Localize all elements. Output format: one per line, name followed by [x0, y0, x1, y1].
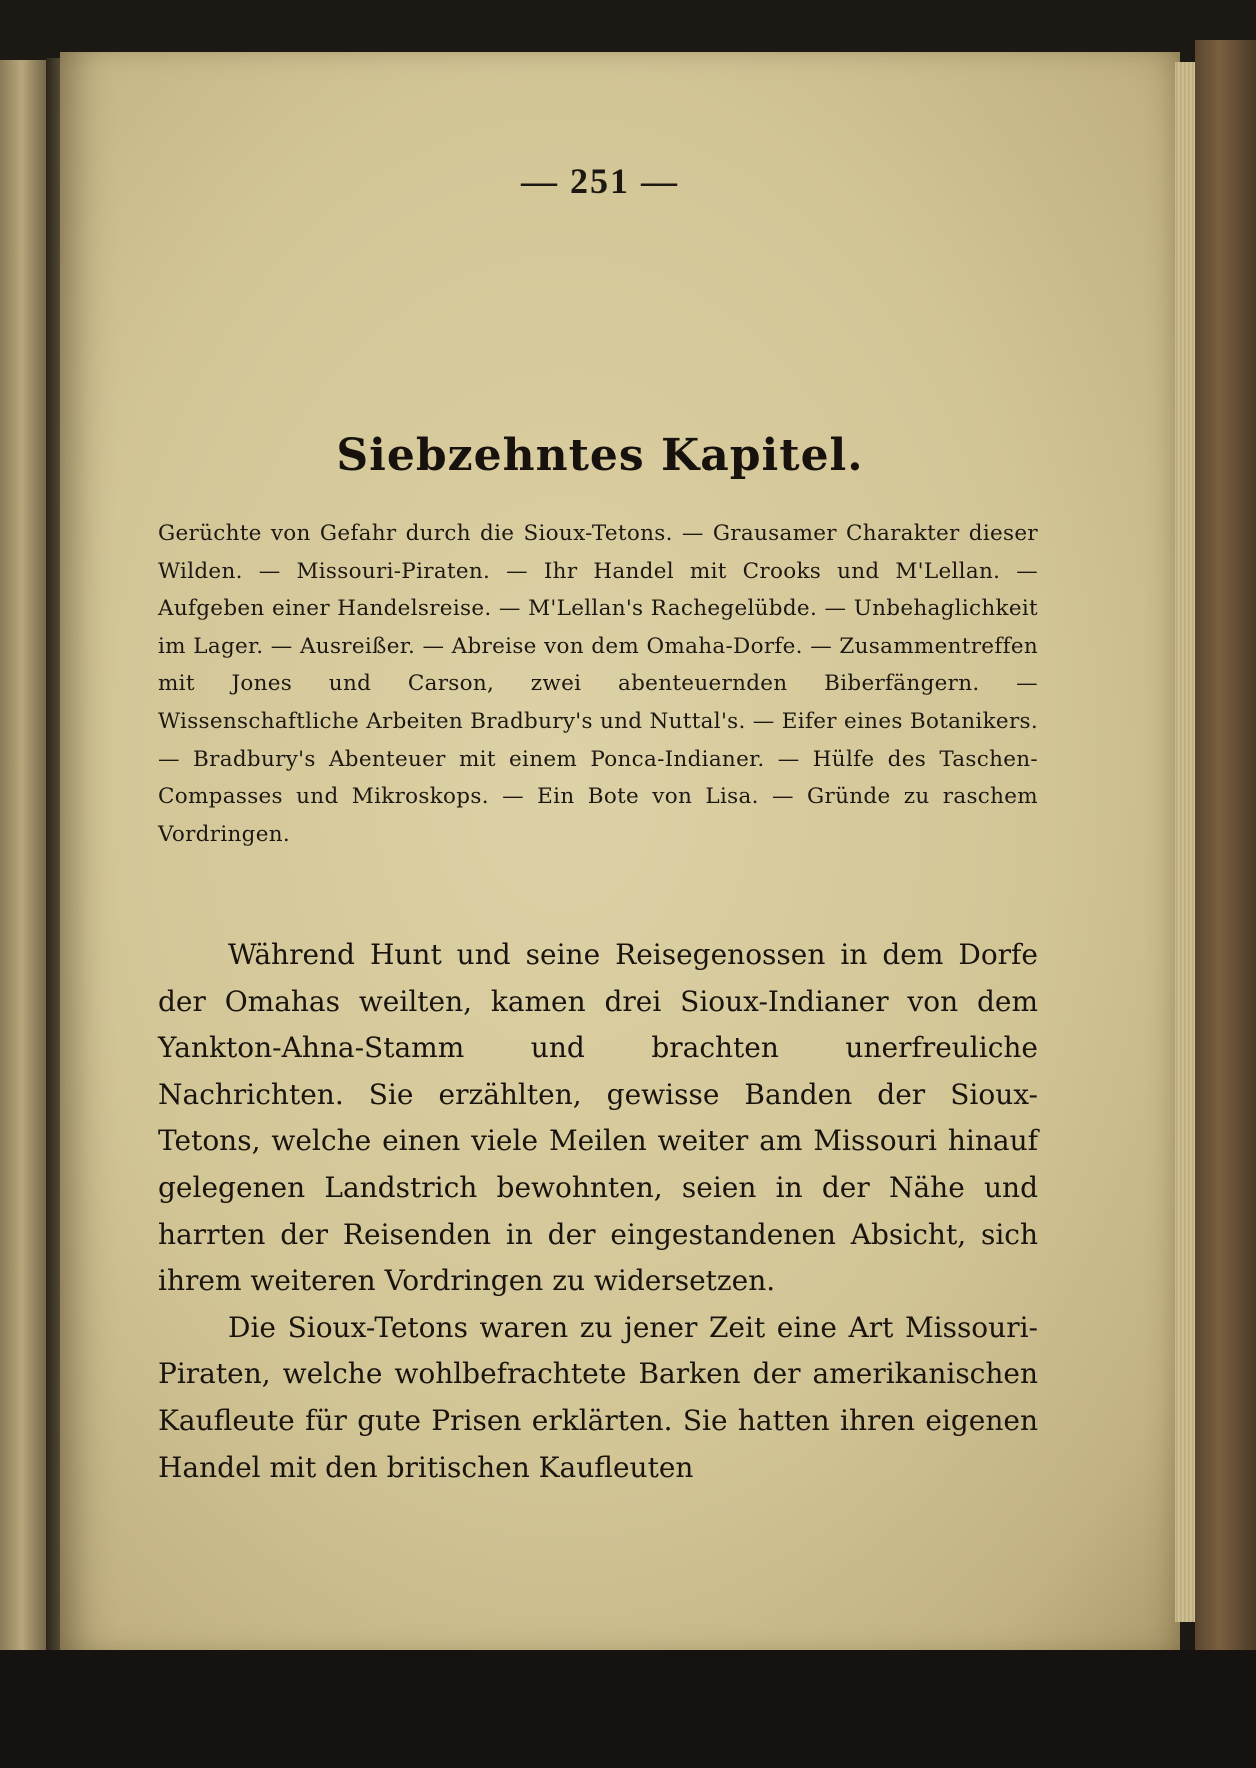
book-cover-board: [1195, 40, 1256, 1768]
page-edges: [1175, 62, 1197, 1622]
body-text: [158, 932, 1038, 1491]
left-page-edge: [0, 60, 48, 1750]
chapter-summary: Gerüchte von Gefahr durch die Sioux-Tetons. — Grausamer Charakter dieser Wilden. — Missouri-Piraten. — Ihr Handel mit Crooks und M'Lellan. — Aufgeben einer Handelsreise. — M'Lellan's Rachegelübde. — Unbehaglichkeit im Lager. — Ausreißer. — Abreise von dem Omaha-Dorfe. — Zusammentreffen mit Jones und Carson, zwei abenteuernden Biberfängern. — Wissenschaftliche Arbeiten Bradbury's und Nuttal's. — Eifer eines Botanikers. — Bradbury's Abenteuer mit einem Ponca-Indianer. — Hülfe des Taschen-Compasses und Mikroskops. — Ein Bote von Lisa. — Gründe zu raschem Vordringen.: [158, 521, 1038, 847]
chapter-title: Siebzehntes Kapitel.: [336, 430, 864, 481]
page-number: — 251 —: [521, 161, 679, 201]
paragraph: Die Sioux-Tetons waren zu jener Zeit eine Art Missouri-Piraten, welche wohlbefrachtete Barken der amerikanischen Kaufleute für gute Prisen erklärten. Sie hatten ihren eigenen Handel mit den britischen Kaufleuten: [158, 1310, 1038, 1484]
paragraph: Während Hunt und seine Reisegenossen in dem Dorfe der Omahas weilten, kamen drei Sioux-Indianer von dem Yankton-Ahna-Stamm und brachten unerfreuliche Nachrichten. Sie erzählten, gewisse Banden der Sioux-Tetons, welche einen viele Meilen weiter am Missouri hinauf gelegenen Landstrich bewohnten, seien in der Nähe und harrten der Reisenden in der eingestandenen Absicht, sich ihrem weiteren Vordringen zu widersetzen.: [158, 938, 1038, 1298]
scan-background: [0, 1650, 1256, 1768]
